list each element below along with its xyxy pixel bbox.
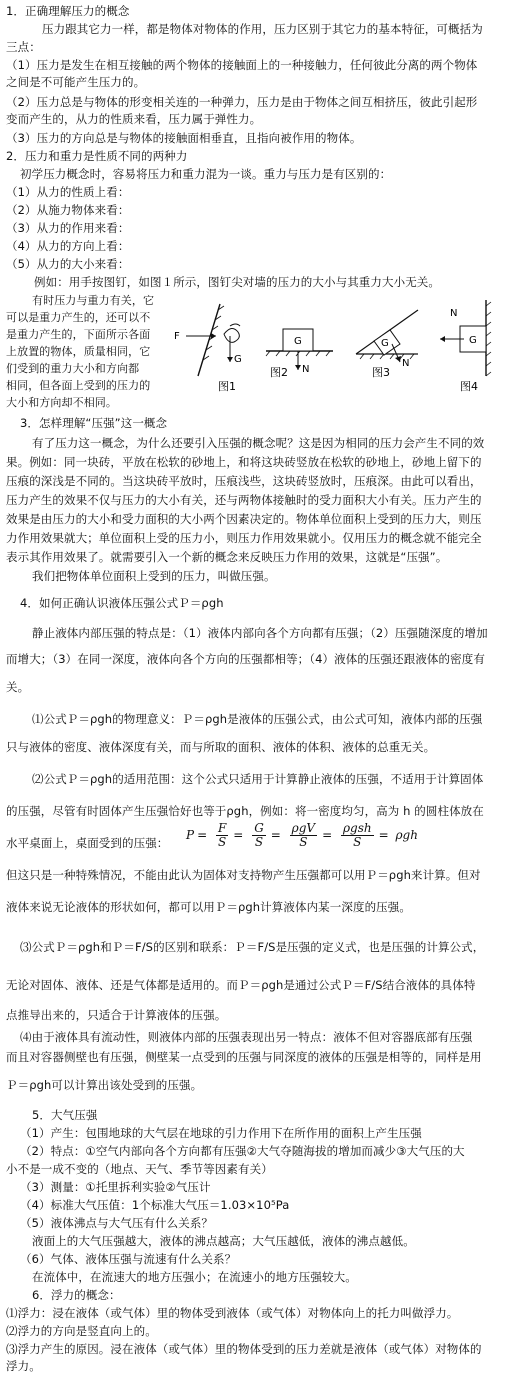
section2-title: 2．压力和重力是性质不同的两种力: [6, 149, 188, 163]
side-text-line: 有时压力与重力有关，它: [32, 294, 155, 307]
formula-den: S: [353, 835, 362, 849]
section6-line: ⑵浮力的方向是竖直向上的。: [6, 1324, 157, 1338]
label-f: F: [174, 331, 180, 342]
section4-title: 4．如何正确认识液体压强公式Ｐ＝ρgh: [20, 596, 224, 610]
figure-2: [266, 329, 333, 379]
section5-line: （6）气体、液体压强与流速有什么关系？: [20, 1252, 237, 1266]
section3-line: 压痕的深浅是不同的。当这块砖平放时，压痕浅些，这块砖竖放时，压痕深。由此可以看出，: [6, 474, 482, 488]
section3-line: 压力产生的效果不仅与压力的大小有关，还与两物体接触时的受力面积大小有关。压力产生的: [6, 493, 482, 507]
section4-line: 而增大；（3）在同一深度，液体向各个方向的压强都相等；（4）液体的压强还跟液体的密度有: [6, 652, 485, 666]
figure-4-caption: 图4: [460, 380, 478, 393]
formula-den: S: [299, 835, 308, 849]
section4-line: Ｐ＝ρgh可以计算出该处受到的压强。: [6, 1078, 203, 1092]
section4-line: 点推导出来的，只适合于计算液体的压强。: [6, 1008, 227, 1022]
section3-line: 我们把物体单位面积上受到的压力，叫做压强。: [32, 569, 276, 583]
section1-line: 变而产生的，从力的性质来看，压力属于弹性力。: [6, 112, 262, 126]
section1-line: （1）压力是发生在相互接触的两个物体的接触面上的一种接触力，任何彼此分离的两个物体: [6, 58, 478, 72]
section1-line: 压力跟其它力一样，都是物体对物体的作用，压力区别于其它力的基本特征，可概括为: [42, 22, 483, 36]
section1-line: 三点：: [6, 40, 41, 54]
formula-den: S: [254, 835, 264, 849]
section6-line: ⑴浮力：浸在液体（或气体）里的物体受到液体（或气体）对物体向上的托力叫做浮力。: [6, 1306, 459, 1320]
force-figures: [168, 296, 516, 396]
formula-num: ρgsh: [342, 821, 372, 835]
section5-title: 5．大气压强: [32, 1108, 98, 1122]
section2-line: 初学压力概念时，容易将压力和重力混为一谈。重力与压力是有区别的：: [20, 167, 392, 181]
section5-line: （1）产生：包围地球的大气层在地球的引力作用下在所作用的面积上产生压强: [20, 1126, 422, 1140]
section6-line: ⑶浮力产生的原因。浸在液体（或气体）里的物体受到的压力差就是液体（或气体）对物体的: [6, 1342, 482, 1356]
section3-line: 果。例如：同一块砖，平放在松软的砂地上，和将这块砖竖放在松软的砂地上，砂地上留下的: [6, 455, 482, 469]
section5-line: （2）特点：①空气内部向各个方向都有压强②大气夺随海拔的增加而减少③大气压的大: [20, 1144, 465, 1158]
section4-line: 无论对固体、液体、还是气体都是适用的。而Ｐ＝ρgh是通过公式Ｐ＝F/S结合液体的具体特: [6, 978, 476, 992]
label-g: G: [294, 336, 302, 347]
formula-num: G: [254, 821, 264, 835]
section5-line: （5）液体沸点与大气压有什么关系？: [20, 1216, 214, 1230]
section5-line: 液面上的大气压强越大，液体的沸点越高；大气压越低，液体的沸点越低。: [32, 1234, 415, 1248]
side-text-line: 上放置的物体，质量相同，它: [6, 345, 151, 358]
figure-4: [440, 300, 491, 393]
section6-title: 6．浮力的概念：: [32, 1288, 121, 1302]
section4-line: ⑵公式Ｐ＝ρgh的适用范围：这个公式只适用于计算静止液体的压强，不适用于计算固体: [32, 772, 484, 786]
formula-p: P: [186, 828, 195, 842]
section4-line: 但这只是一种特殊情况，不能由此认为固体对支持物产生压强都可以用Ｐ＝ρgh来计算。但对: [6, 868, 481, 882]
section4-line: 的压强，尽管有时固体产生压强恰好也等于ρgh，例如：将一密度均匀，高为 h 的圆柱体放在: [6, 804, 484, 818]
section1-title: 1．正确理解压力的概念: [6, 4, 130, 18]
figure-1-caption: 图1: [218, 380, 236, 393]
label-g: G: [469, 335, 477, 346]
label-n: N: [302, 364, 310, 375]
section4-line: 关。: [6, 680, 30, 694]
figure-2-caption: 图2: [270, 366, 288, 379]
section5-line: 在流体中，在流速大的地方压强小；在流速小的地方压强较大。: [32, 1270, 357, 1284]
figure-1: [174, 304, 242, 393]
section2-line: （4）从力的方向上看：: [6, 239, 130, 253]
section1-line: （3）压力的方向总是与物体的接触面相垂直，且指向被作用的物体。: [6, 131, 362, 145]
label-n: N: [402, 358, 410, 369]
section1-line: 之间是不可能产生压力的。: [6, 75, 146, 89]
section4-line: ⑶公式Ｐ＝ρgh和Ｐ＝F/S的区别和联系：Ｐ＝F/S是压强的定义式，也是压强的计算公式，: [20, 940, 485, 954]
section4-line: 水平桌面上，桌面受到的压强：: [6, 836, 169, 850]
label-g: G: [381, 338, 389, 349]
section4-line: ⑴公式Ｐ＝ρgh的物理意义：Ｐ＝ρgh是液体的压强公式，由公式可知，液体内部的压强: [32, 712, 483, 726]
formula-num: F: [217, 821, 227, 835]
section3-line: 效果是由压力的大小和受力面积的大小两个因素决定的。物体单位面积上受到的压力大，则压: [6, 512, 482, 526]
side-text-line: 可以是重力产生的，还可以不: [6, 311, 151, 324]
section4-line: 只与液体的密度、液体深度有关，而与所取的面积、液体的体积、液体的总重无关。: [6, 740, 436, 754]
section6-line: 浮力。: [6, 1359, 41, 1373]
section3-line: 力作用效果就大；单位面积上受的压力小，则压力作用效果就小。仅用压力的概念就不能完全: [6, 531, 482, 545]
section5-line: 小不是一成不变的（地点、天气、季节等因素有关）: [6, 1162, 273, 1176]
section2-line: 例如：用手按图钉，如图１所示，图钉尖对墙的压力的大小与其重力大小无关。: [34, 275, 440, 289]
section5-line: （3）测量：①托里拆利实验②气压计: [20, 1180, 211, 1194]
section2-line: （1）从力的性质上看：: [6, 185, 130, 199]
section2-line: （3）从力的作用来看：: [6, 221, 130, 235]
formula-den: S: [218, 835, 227, 849]
side-text-line: 是重力产生的，下面所示各面: [6, 328, 151, 341]
side-text-line: 们受到的重力大小和方向都: [6, 362, 140, 375]
side-text-line: 相同，但各面上受到的压力的: [6, 379, 151, 392]
formula-num: ρgV: [291, 821, 316, 835]
section5-line: （4）标准大气压值：1个标准大气压＝1.03×10⁵Pa: [20, 1198, 290, 1212]
label-n: N: [450, 308, 458, 319]
formula-result: ρgh: [395, 828, 418, 842]
section4-line: ⑷由于液体具有流动性，则液体内部的压强表现出另一特点：液体不但对容器底部有压强: [20, 1030, 473, 1044]
side-text-line: 大小和方向却不相同。: [6, 396, 117, 409]
section1-line: （2）压力总是与物体的形变相关连的一种弹力，压力是由于物体之间互相挤压，彼此引起形: [6, 95, 478, 109]
section2-line: （5）从力的大小来看：: [6, 257, 130, 271]
label-g: G: [234, 354, 242, 365]
solid-pressure-formula: P = $\frac{F}{S}$ = $\frac{G}{S}$ = $\frac{\text{ρgV}}{S}$ = $\frac{\text{ρgsh}}{S}$ = ρgh: [186, 821, 418, 849]
section4-line: 而且对容器侧壁也有压强，侧壁某一点受到的压强与同深度的液体的压强是相等的，同样是用: [6, 1050, 482, 1064]
section3-title: 3．怎样理解“压强”这一概念: [20, 416, 168, 430]
figure-3: [356, 310, 418, 379]
section4-line: 静止液体内部压强的特点是：（1）液体内部向各个方向都有压强；（2）压强随深度的增加: [32, 626, 488, 640]
section2-line: （2）从施力物体来看：: [6, 203, 130, 217]
section3-line: 表示其作用效果了。就需要引入一个新的概念来反映压力作用的效果，这就是“压强”。: [6, 550, 448, 564]
section3-line: 有了压力这一概念，为什么还要引入压强的概念呢？这是因为相同的压力会产生不同的效: [32, 436, 485, 450]
figure-3-caption: 图3: [372, 366, 390, 379]
section4-line: 液体来说无论液体的形状如何，都可以用Ｐ＝ρgh计算液体内某一深度的压强。: [6, 900, 411, 914]
